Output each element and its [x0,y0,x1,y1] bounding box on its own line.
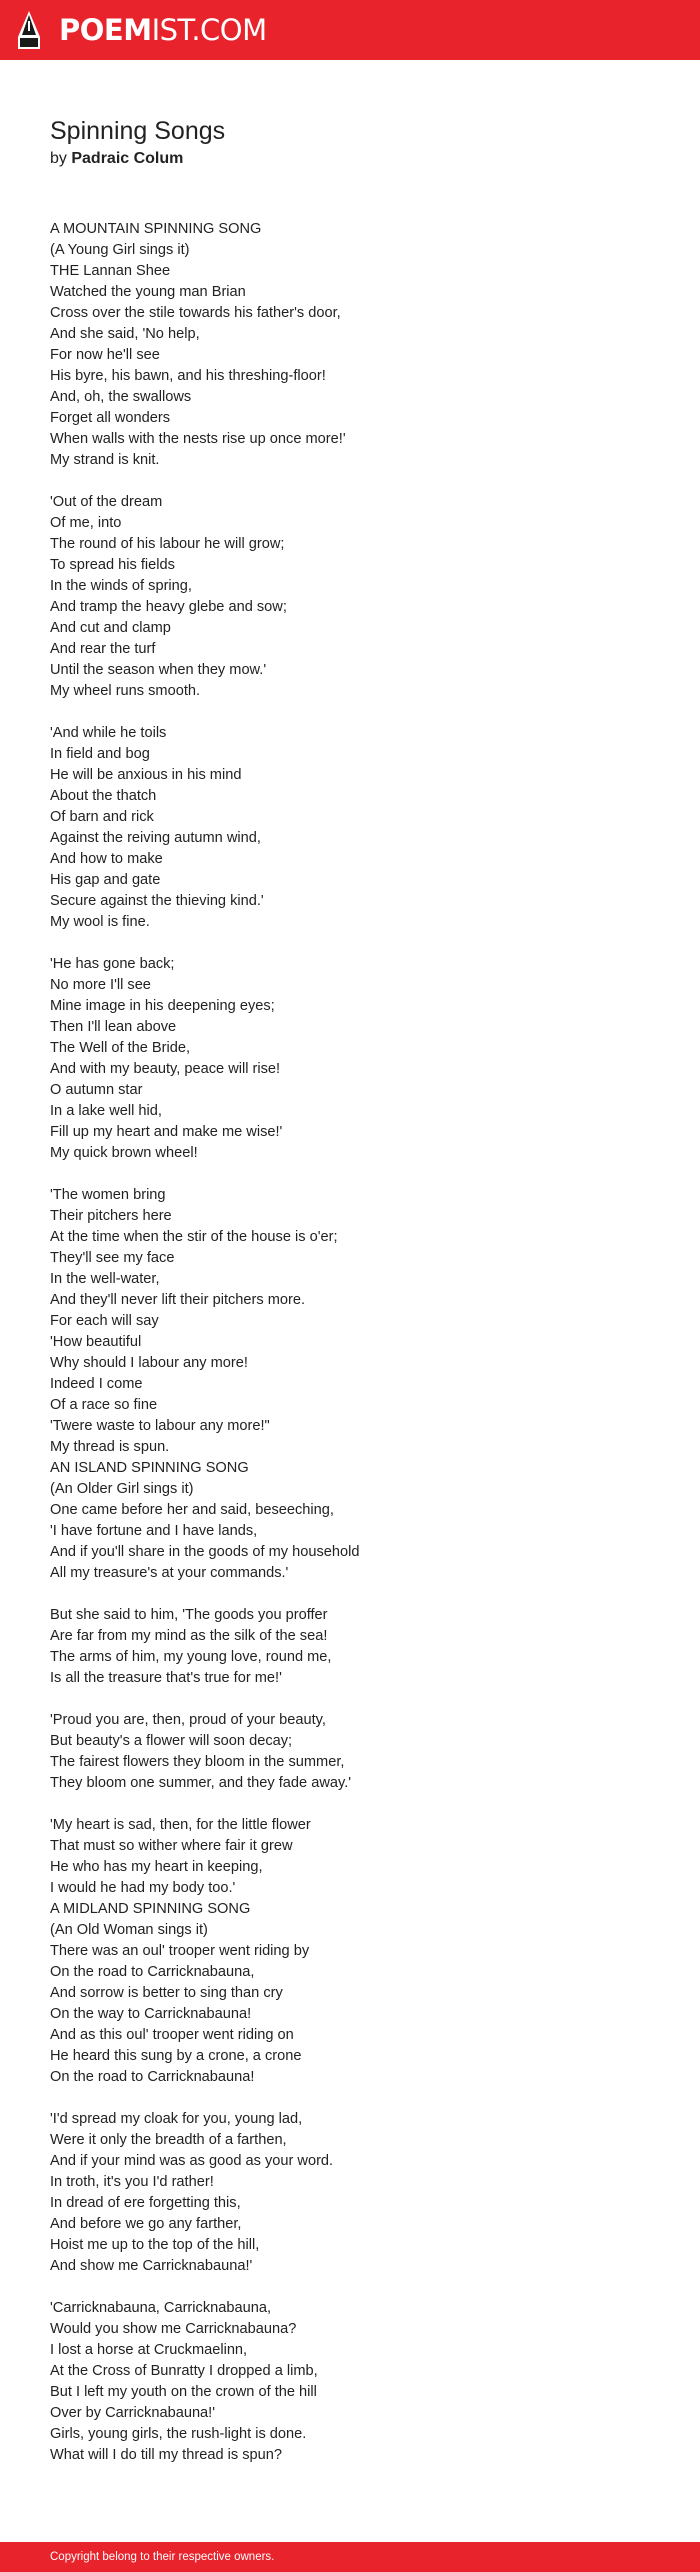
poem-line: My thread is spun. [50,1439,170,1455]
site-footer [0,2542,700,2572]
poem-line: About the thatch [50,788,157,804]
poem-line: One came before her and said, beseeching, [50,1502,334,1518]
poem-line: 'I'd spread my cloak for you, young lad, [50,2111,303,2127]
poem-line: In the winds of spring, [50,578,192,594]
poem-line: What will I do till my thread is spun? [50,2447,282,2463]
poem-title: Spinning Songs [50,117,226,145]
poem-line: 'He has gone back; [50,956,175,972]
poem-heading [50,115,225,170]
poem-line: My wool is fine. [50,914,150,930]
poem-line: On the road to Carricknabauna, [50,1964,255,1980]
poem-line: I would he had my body too.' [50,1880,236,1896]
poem-line: When walls with the nests rise up once more!' [50,431,346,447]
poem-line: Mine image in his deepening eyes; [50,998,275,1014]
poem-line: In troth, it's you I'd rather! [50,2174,214,2190]
stanza-break [50,1689,650,1710]
poem-line: And if you'll share in the goods of my household [50,1544,360,1560]
poem-line: And sorrow is better to sing than cry [50,1985,283,2001]
poem-line: He will be anxious in his mind [50,767,242,783]
poem-line: They'll see my face [50,1250,175,1266]
by-label: by [50,150,72,167]
logo-bold-text: POEM [59,13,152,47]
stanza-break [50,2277,650,2298]
poem-line: In the well-water, [50,1271,160,1287]
poem-line: To spread his fields [50,557,175,573]
poem-line: O autumn star [50,1082,143,1098]
poem-line: A MOUNTAIN SPINNING SONG [50,221,262,237]
poem-line: My wheel runs smooth. [50,683,201,699]
poem-line: Their pitchers here [50,1208,172,1224]
poem-line: Hoist me up to the top of the hill, [50,2237,260,2253]
poem-line: And she said, 'No help, [50,326,200,342]
poem-line: 'The women bring [50,1187,166,1203]
poem-line: The arms of him, my young love, round me, [50,1649,332,1665]
poem-line: Against the reiving autumn wind, [50,830,261,846]
poem-line: His byre, his bawn, and his threshing-floor! [50,368,326,384]
poem-line: In a lake well hid, [50,1103,162,1119]
poem-line: But she said to him, 'The goods you proffer [50,1607,328,1623]
poem-line: But I left my youth on the crown of the hill [50,2384,317,2400]
author-name[interactable]: Padraic Colum [71,150,184,167]
poem-line: There was an oul' trooper went riding by [50,1943,310,1959]
poem-line: 'Proud you are, then, proud of your beauty, [50,1712,326,1728]
site-header [0,0,700,60]
poem-line: I lost a horse at Cruckmaelinn, [50,2342,248,2358]
poem-line: Were it only the breadth of a farthen, [50,2132,287,2148]
poem-line: 'My heart is sad, then, for the little flower [50,1817,311,1833]
poem-line: And if your mind was as good as your word. [50,2153,334,2169]
poem-line: Why should I labour any more! [50,1355,248,1371]
stanza-break [50,1584,650,1605]
copyright-text: Copyright belong to their respective owners. [50,2551,275,2563]
poem-line: (A Young Girl sings it) [50,242,190,258]
poem-line: The fairest flowers they bloom in the summer, [50,1754,345,1770]
poem-line: Secure against the thieving kind.' [50,893,264,909]
poem-line: 'How beautiful [50,1334,142,1350]
poem-line: Of barn and rick [50,809,154,825]
stanza-break [50,1794,650,1815]
poem-line: And before we go any farther, [50,2216,242,2232]
poem-line: And cut and clamp [50,620,171,636]
poem-line: 'Out of the dream [50,494,163,510]
poem-line: And show me Carricknabauna!' [50,2258,253,2274]
poem-line: Girls, young girls, the rush-light is done. [50,2426,307,2442]
poem-line: For each will say [50,1313,159,1329]
poem-line: THE Lannan Shee [50,263,171,279]
poem-line: Would you show me Carricknabauna? [50,2321,297,2337]
poem-line: My quick brown wheel! [50,1145,198,1161]
pen-nib-icon[interactable] [17,11,41,49]
poem-line: And rear the turf [50,641,156,657]
poem-line: And as this oul' trooper went riding on [50,2027,294,2043]
poem-body [50,219,650,2466]
poem-line: That must so wither where fair it grew [50,1838,293,1854]
poem-line: No more I'll see [50,977,151,993]
poem-line: The Well of the Bride, [50,1040,191,1056]
poem-line: And how to make [50,851,163,867]
poem-line: On the road to Carricknabauna! [50,2069,255,2085]
poem-line: On the way to Carricknabauna! [50,2006,252,2022]
poem-line: At the Cross of Bunratty I dropped a limb, [50,2363,318,2379]
poem-line: AN ISLAND SPINNING SONG [50,1460,249,1476]
poem-line: Of a race so fine [50,1397,158,1413]
site-logo[interactable] [59,14,267,46]
poem-line: Over by Carricknabauna!' [50,2405,216,2421]
poem-line: My strand is knit. [50,452,160,468]
poem-line: 'Carricknabauna, Carricknabauna, [50,2300,272,2316]
stanza-break [50,2088,650,2109]
poem-line: Is all the treasure that's true for me!' [50,1670,282,1686]
poem-line: But beauty's a flower will soon decay; [50,1733,293,1749]
stanza-break [50,933,650,954]
poem-line: Then I'll lean above [50,1019,177,1035]
poem-line: The round of his labour he will grow; [50,536,285,552]
poem-line: (An Old Woman sings it) [50,1922,208,1938]
poem-line: In field and bog [50,746,150,762]
stanza-break [50,702,650,723]
poem-line: 'And while he toils [50,725,167,741]
logo-light-text: IST.COM [151,13,267,47]
poem-line: Fill up my heart and make me wise!' [50,1124,283,1140]
poem-line: At the time when the stir of the house is o'er; [50,1229,338,1245]
poem-line: (An Older Girl sings it) [50,1481,194,1497]
poem-line: Are far from my mind as the silk of the sea! [50,1628,328,1644]
poem-line: 'I have fortune and I have lands, [50,1523,258,1539]
poem-line: His gap and gate [50,872,161,888]
poem-line: And, oh, the swallows [50,389,192,405]
poem-line: They bloom one summer, and they fade away.' [50,1775,352,1791]
poem-line: Indeed I come [50,1376,143,1392]
poem-line: In dread of ere forgetting this, [50,2195,241,2211]
poem-line: Cross over the stile towards his father's door, [50,305,341,321]
poem-line: He heard this sung by a crone, a crone [50,2048,302,2064]
poem-line: He who has my heart in keeping, [50,1859,263,1875]
poem-line: Forget all wonders [50,410,171,426]
poem-line: And they'll never lift their pitchers more. [50,1292,306,1308]
poem-line: All my treasure's at your commands.' [50,1565,289,1581]
poem-line: A MIDLAND SPINNING SONG [50,1901,251,1917]
poem-line: Until the season when they mow.' [50,662,267,678]
byline [50,148,225,170]
poem-line: 'Twere waste to labour any more!" [50,1418,270,1434]
poem-line: Watched the young man Brian [50,284,246,300]
poem-line: Of me, into [50,515,122,531]
stanza-break [50,1164,650,1185]
poem-line: For now he'll see [50,347,160,363]
stanza-break [50,471,650,492]
poem-line: And with my beauty, peace will rise! [50,1061,281,1077]
poem-line: And tramp the heavy glebe and sow; [50,599,287,615]
